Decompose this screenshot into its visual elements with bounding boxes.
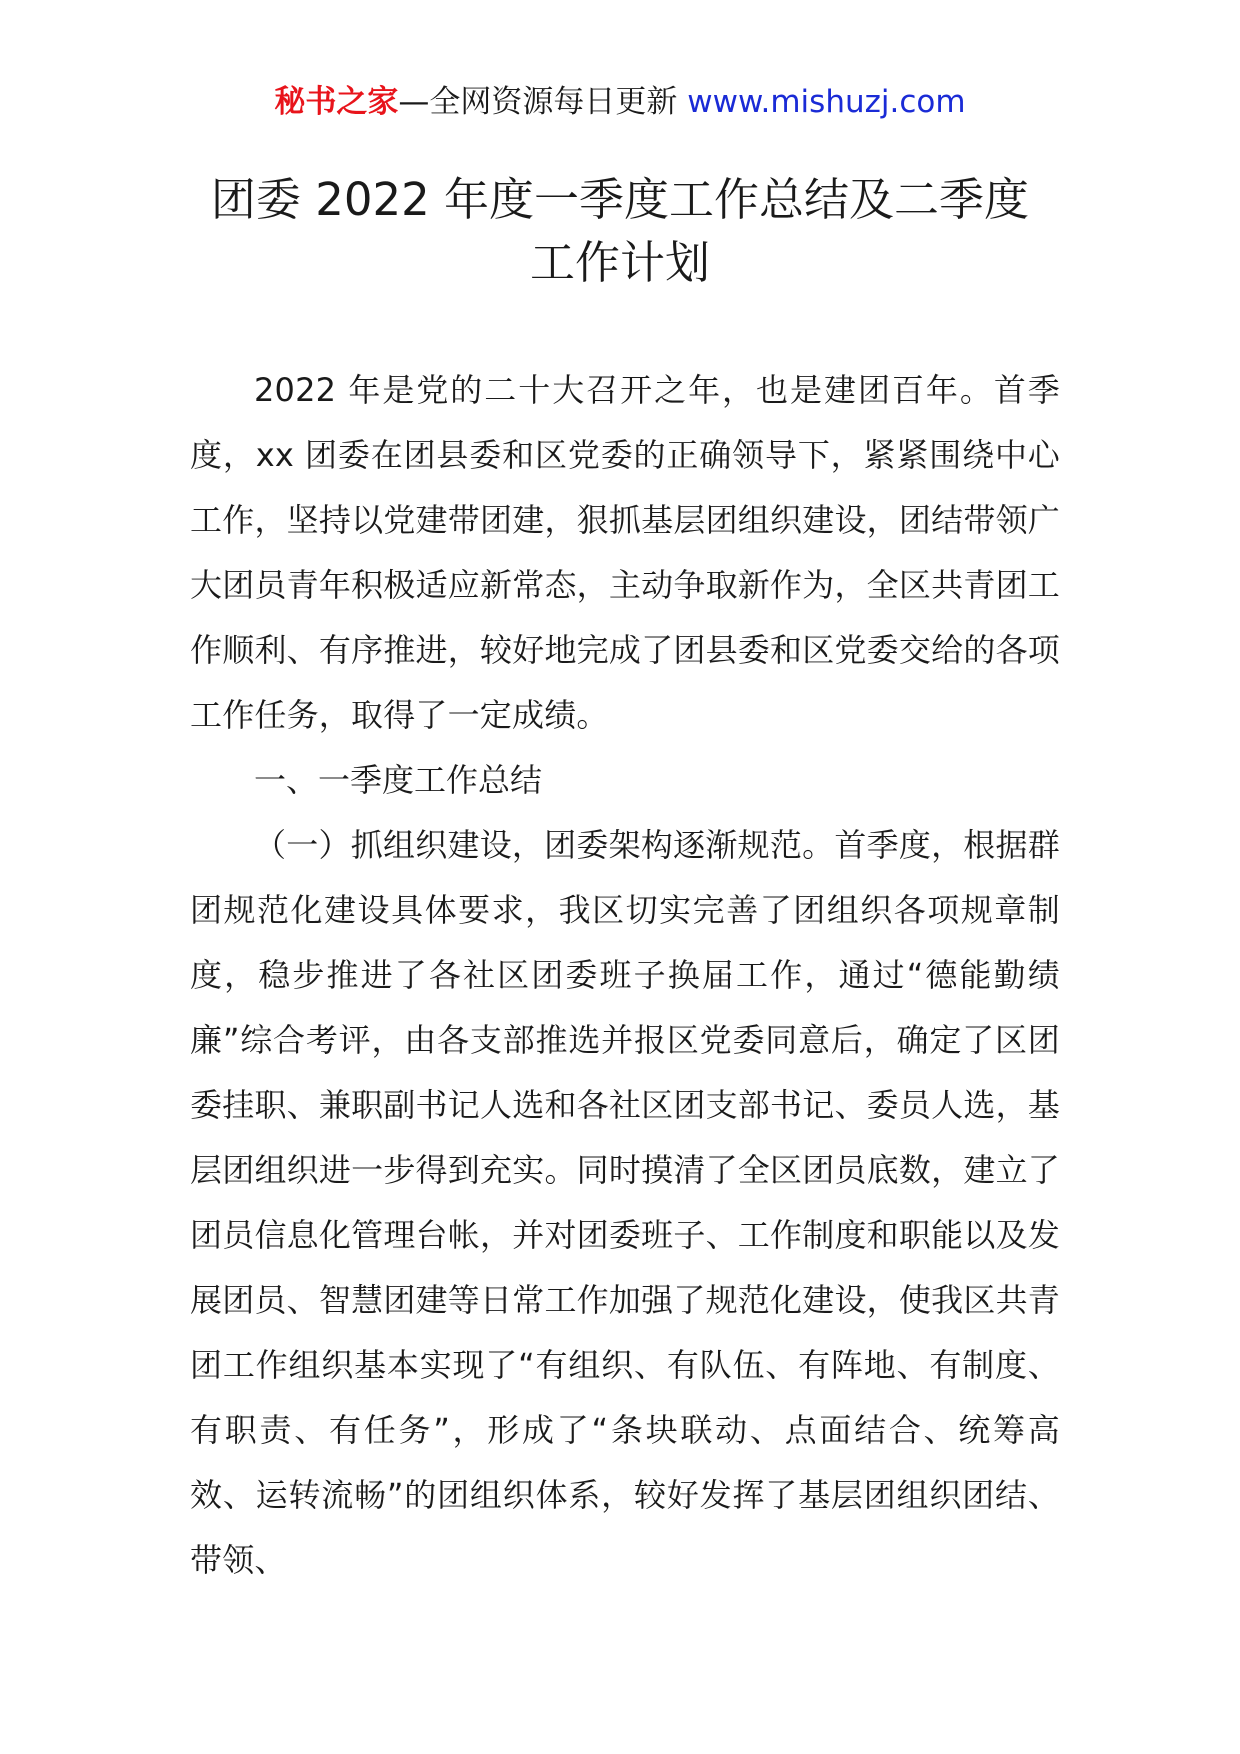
intro-paragraph: 2022 年是党的二十大召开之年，也是建团百年。首季度，xx 团委在团县委和区党委的正确领导下，紧紧围绕中心工作，坚持以党建带团建，狠抓基层团组织建设，团结带领广大团员青年积极适应新常态，主动争取新作为，全区共青团工作顺利、有序推进，较好地完成了团县委和区党委交给的各项工作任务，取得了一定成绩。 bbox=[190, 371, 1060, 734]
document-title-line-2: 工作计划 bbox=[529, 236, 710, 289]
document-body bbox=[190, 358, 1060, 1593]
header-tagline: —全网资源每日更新 bbox=[398, 84, 678, 120]
document-title bbox=[150, 168, 1090, 294]
section-heading: 一、一季度工作总结 bbox=[254, 761, 543, 799]
header-brand: 秘书之家 bbox=[274, 84, 399, 120]
header-site-link[interactable]: www.mishuzj.com bbox=[687, 84, 966, 120]
section-paragraph: （一）抓组织建设，团委架构逐渐规范。首季度，根据群团规范化建设具体要求，我区切实完善了团组织各项规章制度，稳步推进了各社区团委班子换届工作，通过“德能勤绩廉”综合考评，由各支部推选并报区党委同意后，确定了区团委挂职、兼职副书记人选和各社区团支部书记、委员人选，基层团组织进一步得到充实。同时摸清了全区团员底数，建立了团员信息化管理台帐，并对团委班子、工作制度和职能以及发展团员、智慧团建等日常工作加强了规范化建设，使我区共青团工作组织基本实现了“有组织、有队伍、有阵地、有制度、有职责、有任务”，形成了“条块联动、点面结合、统筹高效、运转流畅”的团组织体系，较好发挥了基层团组织团结、带领、 bbox=[190, 826, 1060, 1579]
document-title-line-1: 团委 2022 年度一季度工作总结及二季度 bbox=[210, 173, 1030, 226]
page-header bbox=[0, 80, 1240, 124]
